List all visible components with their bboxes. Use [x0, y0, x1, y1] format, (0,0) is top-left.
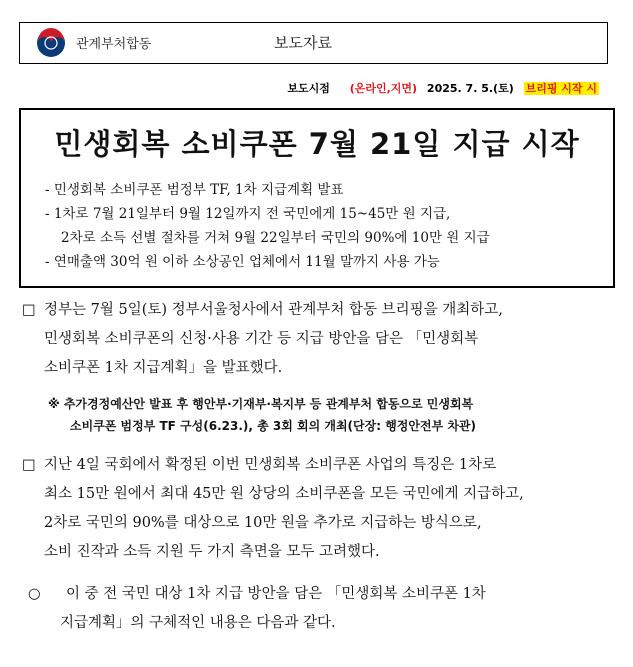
paragraph-line: 정부는 7월 5일(토) 정부서울청사에서 관계부처 합동 브리핑을 개최하고,: [44, 302, 503, 318]
summary-box: [19, 108, 615, 288]
paragraph-3: [22, 580, 613, 638]
release-briefing-badge: 브리핑 시작 시: [525, 82, 597, 95]
square-bullet: □: [22, 302, 36, 318]
release-info: [287, 80, 599, 96]
summary-item: 2차로 소득 선별 절차를 거쳐 9월 22일부터 국민의 90%에 10만 원 지급: [61, 230, 490, 246]
release-channel: (온라인,지면): [349, 82, 418, 95]
circle-bullet: ○: [28, 586, 41, 602]
summary-item: - 민생회복 소비쿠폰 범정부 TF, 1차 지급계획 발표: [45, 182, 344, 198]
paragraph-line: 지난 4일 국회에서 확정된 이번 민생회복 소비쿠폰 사업의 특징은 1차로: [44, 457, 497, 473]
paragraph-2: [22, 451, 613, 567]
agency-name: 관계부처합동: [76, 37, 152, 52]
government-logo-icon: [36, 28, 66, 58]
paragraph-line: 소비 진작과 소득 지원 두 가지 측면을 모두 고려했다.: [44, 544, 380, 560]
footnote-line: ※ 추가경정예산안 발표 후 행안부·기재부·복지부 등 관계부처 합동으로 민생회복: [48, 397, 474, 411]
release-label: 보도시점: [287, 82, 330, 95]
summary-item: - 연매출액 30억 원 이하 소상공인 업체에서 11월 말까지 사용 가능: [45, 254, 440, 270]
release-date: 2025. 7. 5.(토): [426, 82, 514, 95]
paragraph-line: 지급계획」의 구체적인 내용은 다음과 같다.: [60, 615, 336, 631]
summary-list: [45, 178, 603, 274]
paragraph-line: 2차로 국민의 90%를 대상으로 10만 원을 추가로 지급하는 방식으로,: [44, 515, 482, 531]
page-title: 민생회복 소비쿠폰 7월 21일 지급 시작: [54, 127, 580, 161]
paragraph-1: [22, 296, 613, 383]
header-box: [19, 22, 608, 64]
summary-item: - 1차로 7월 21일부터 9월 12일까지 전 국민에게 15~45만 원 지급,: [45, 206, 451, 222]
square-bullet: □: [22, 457, 36, 473]
document-type: 보도자료: [274, 34, 332, 52]
footnote: [48, 393, 613, 437]
paragraph-line: 소비쿠폰 1차 지급계획」을 발표했다.: [44, 360, 283, 376]
paragraph-line: 이 중 전 국민 대상 1차 지급 방안을 담은 「민생회복 소비쿠폰 1차: [66, 586, 486, 602]
footnote-line: 소비쿠폰 범정부 TF 구성(6.23.), 총 3회 회의 개최(단장: 행정안전부 차관): [70, 419, 477, 433]
paragraph-line: 최소 15만 원에서 최대 45만 원 상당의 소비쿠폰을 모든 국민에게 지급하고,: [44, 486, 524, 502]
paragraph-line: 민생회복 소비쿠폰의 신청·사용 기간 등 지급 방안을 담은 「민생회복: [44, 331, 479, 347]
